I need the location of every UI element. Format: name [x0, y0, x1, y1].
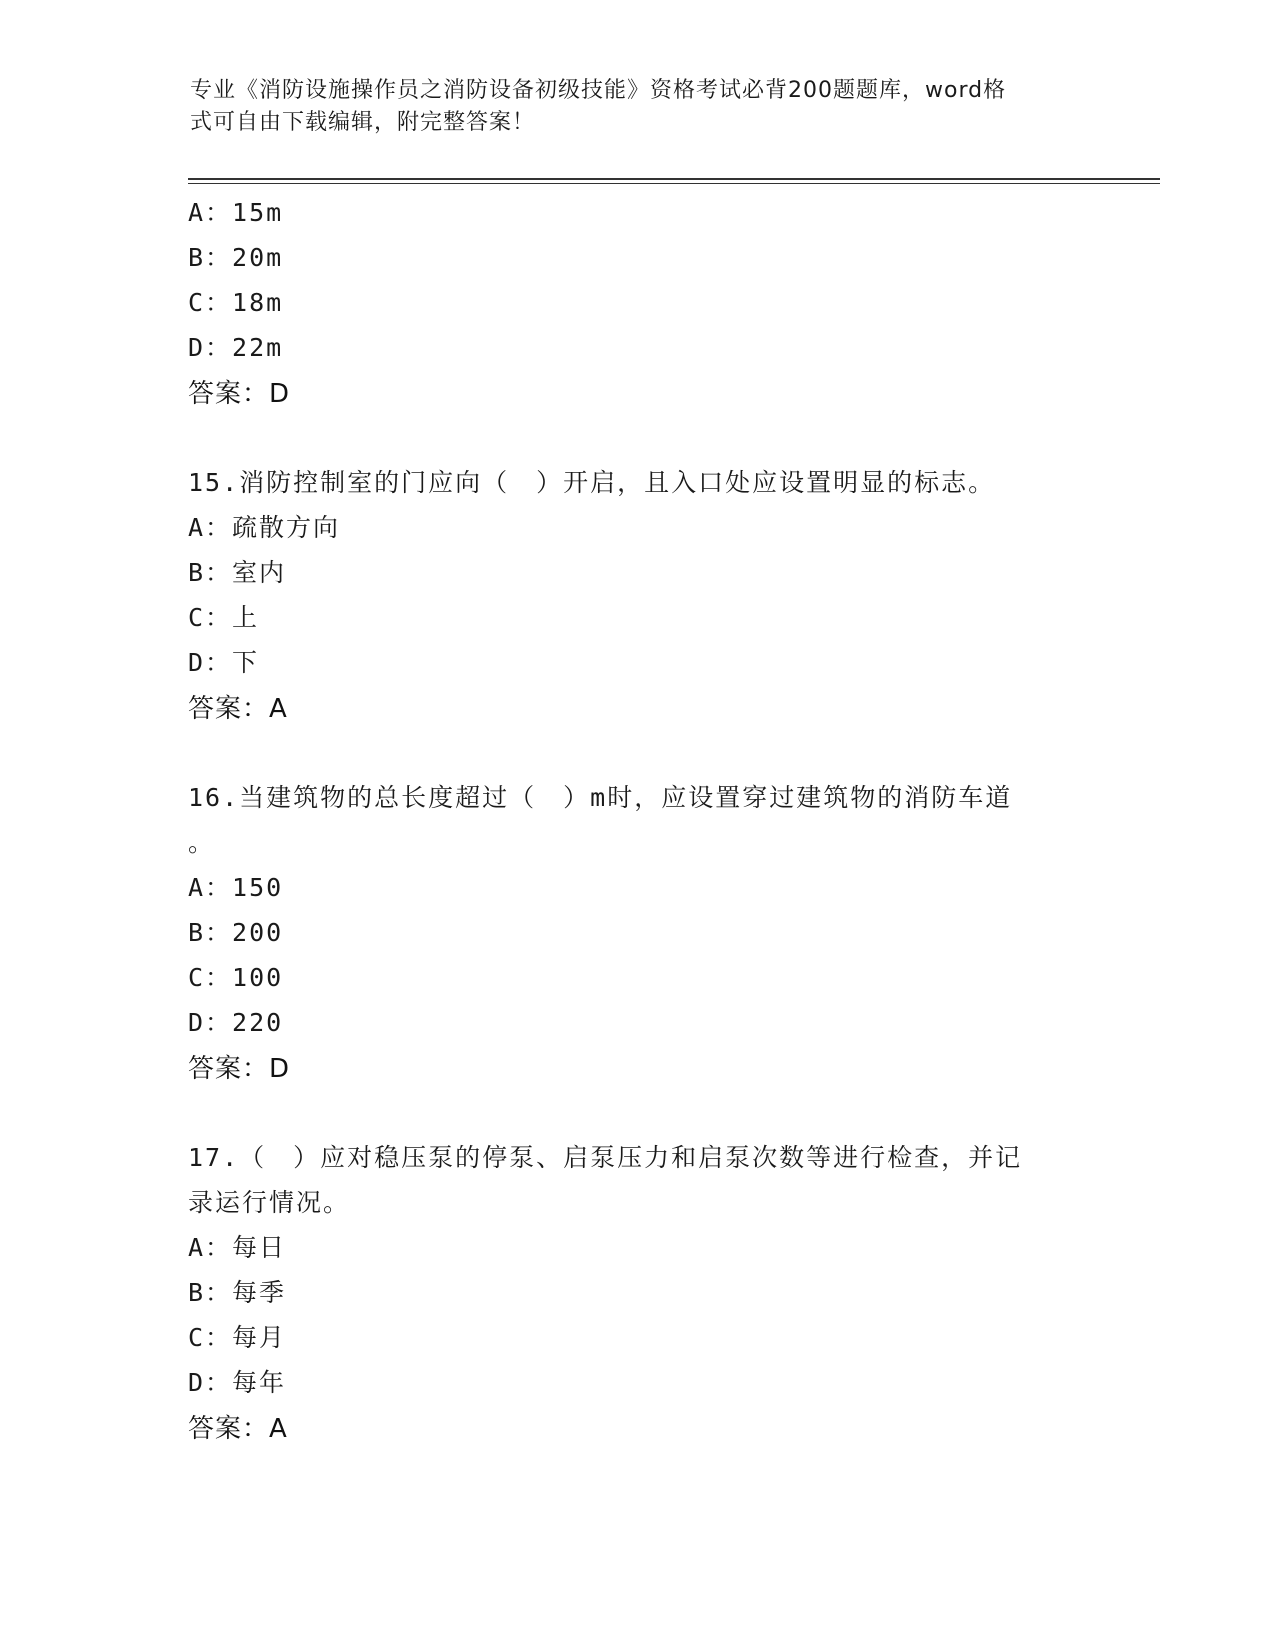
q15-option-a: A：疏散方向 [188, 513, 341, 542]
q15-option-c: C：上 [188, 603, 260, 632]
q14-option-a: A：15m [188, 198, 284, 227]
q16-stem-line-1: 16.当建筑物的总长度超过（ ）m时，应设置穿过建筑物的消防车道 [188, 783, 1013, 812]
header-line-2: 式可自由下载编辑，附完整答案！ [190, 110, 536, 135]
q17-option-b: B：每季 [188, 1278, 287, 1307]
q15-option-b: B：室内 [188, 558, 287, 587]
q16-option-a: A：150 [188, 873, 284, 902]
q17-stem-line-2: 录运行情况。 [188, 1188, 351, 1217]
q16-stem-line-2: 。 [188, 828, 216, 857]
q17-option-d: D：每年 [188, 1368, 287, 1397]
q15-answer: 答案：A [188, 694, 288, 724]
q16-answer: 答案：D [188, 1054, 291, 1084]
q17-option-c: C：每月 [188, 1323, 287, 1352]
q16-option-d: D：220 [188, 1008, 284, 1037]
header-divider-thin [188, 183, 1160, 184]
q15-stem: 15.消防控制室的门应向（ ）开启，且入口处应设置明显的标志。 [188, 468, 996, 497]
q14-answer: 答案：D [188, 379, 291, 409]
q14-option-d: D：22m [188, 333, 284, 362]
q14-option-c: C：18m [188, 288, 284, 317]
q17-option-a: A：每日 [188, 1233, 287, 1262]
header-line-1: 专业《消防设施操作员之消防设备初级技能》资格考试必背200题题库，word格 [190, 78, 1007, 103]
header-divider-thick [188, 178, 1160, 180]
document-header [190, 75, 1080, 139]
q16-option-c: C：100 [188, 963, 284, 992]
q17-stem-line-1: 17.（ ）应对稳压泵的停泵、启泵压力和启泵次数等进行检查，并记 [188, 1143, 1023, 1172]
q17-answer: 答案：A [188, 1414, 288, 1444]
q14-option-b: B：20m [188, 243, 284, 272]
q16-option-b: B：200 [188, 918, 284, 947]
q15-option-d: D：下 [188, 648, 260, 677]
